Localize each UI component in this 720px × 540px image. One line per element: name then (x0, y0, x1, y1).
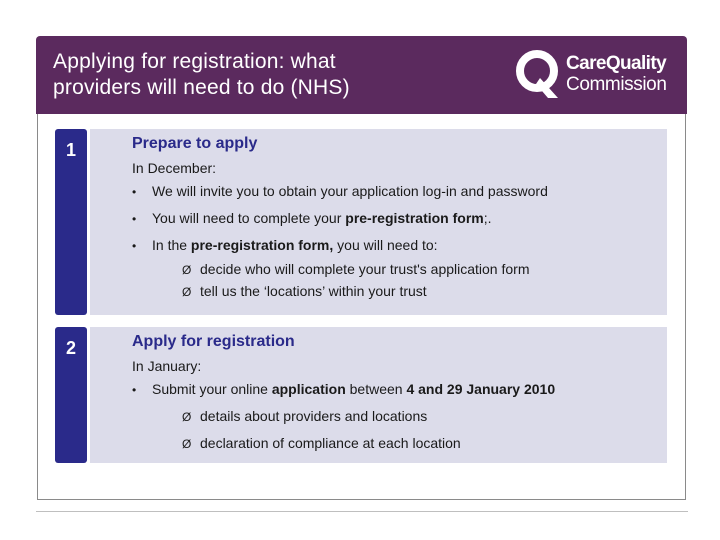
step-2-panel (90, 327, 667, 463)
step-2-intro: In January: (132, 358, 202, 374)
footer-divider (36, 511, 688, 512)
step-2-bullet-1: • Submit your online application between 4 and 29 January 2010 (132, 381, 556, 397)
step-1-bullet-1: • We will invite you to obtain your application log-in and password (132, 183, 548, 199)
step-2-heading: Apply for registration (132, 333, 295, 350)
logo-line-2: Commission (566, 74, 667, 95)
logo-line-1: CareQuality (566, 53, 667, 74)
title-line-2: providers will need to do (NHS) (53, 76, 350, 99)
bullet-icon: • (132, 239, 137, 253)
step-1-number: 1 (55, 129, 87, 315)
step-1-subitem-2: Ø tell us the ‘locations’ within your trust (182, 283, 427, 299)
arrow-bullet-icon: Ø (182, 410, 192, 424)
title-line-1: Applying for registration: what (53, 50, 336, 73)
cqc-logo (514, 48, 676, 100)
step-1-intro: In December: (132, 160, 217, 176)
arrow-bullet-icon: Ø (182, 285, 192, 299)
step-2-subitem-1: Ø details about providers and locations (182, 408, 428, 424)
step-1-bullet-3: • In the pre-registration form, you will need to: (132, 237, 438, 253)
cqc-q-logo-icon (514, 48, 564, 100)
step-2-number: 2 (55, 327, 87, 463)
slide-title (53, 49, 350, 101)
step-2-subitem-2: Ø declaration of compliance at each location (182, 435, 461, 451)
step-1-bullet-2: • You will need to complete your pre-registration form;. (132, 210, 492, 226)
bullet-icon: • (132, 212, 137, 226)
step-1-panel (90, 129, 667, 315)
step-1-heading: Prepare to apply (132, 135, 258, 152)
slide-header (36, 36, 687, 114)
arrow-bullet-icon: Ø (182, 263, 192, 277)
step-1-subitem-1: Ø decide who will complete your trust's application form (182, 261, 530, 277)
bullet-icon: • (132, 185, 137, 199)
arrow-bullet-icon: Ø (182, 437, 192, 451)
bullet-icon: • (132, 383, 137, 397)
logo-wordmark (566, 53, 667, 95)
